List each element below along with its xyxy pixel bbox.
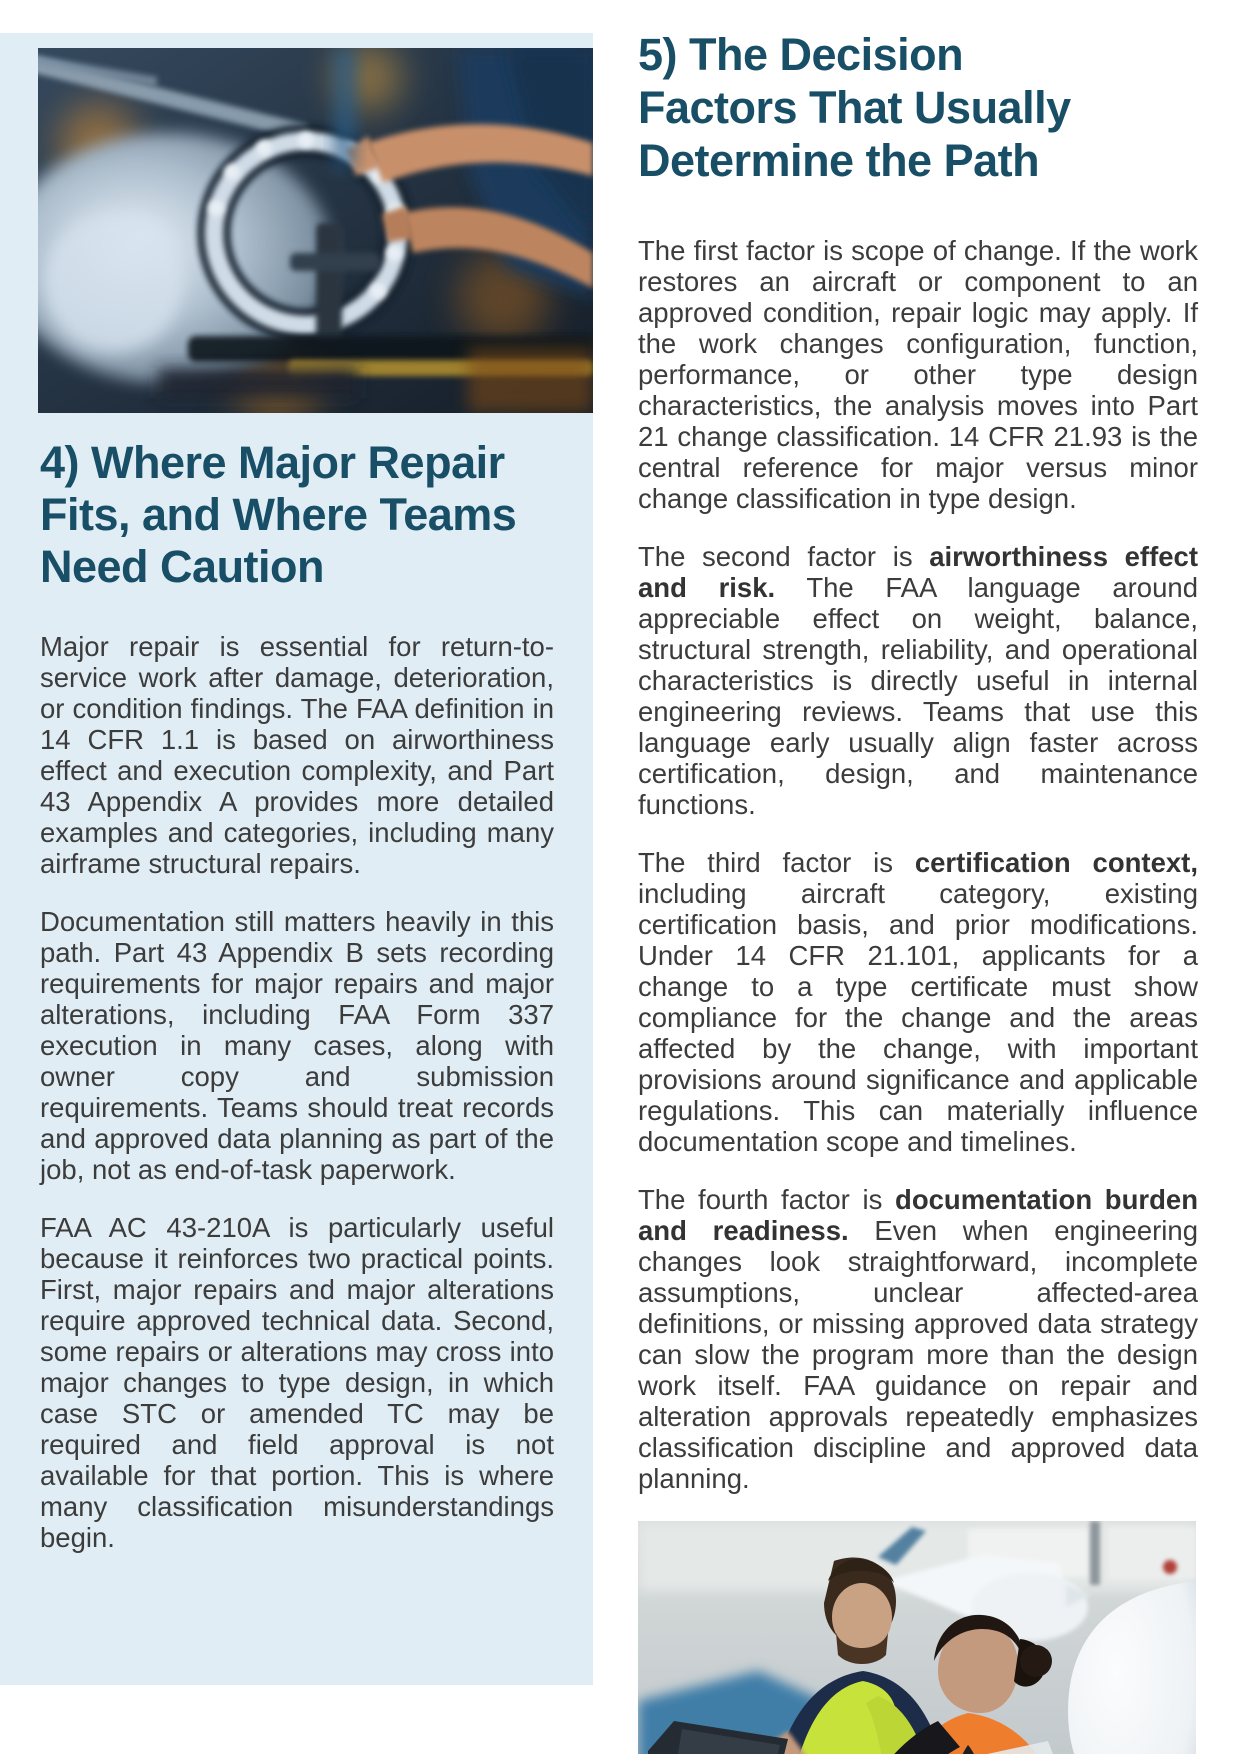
body-paragraph	[40, 1212, 554, 1553]
engine-maintenance-photo	[38, 48, 593, 413]
left-section-paragraphs	[40, 631, 554, 1553]
body-paragraph	[40, 631, 554, 879]
body-paragraph	[638, 235, 1198, 514]
heading-line: 5) The Decision	[638, 29, 964, 80]
text-run: The second factor is	[638, 541, 930, 572]
right-section-paragraphs	[638, 235, 1198, 1494]
left-highlight-panel	[0, 33, 593, 1685]
text-run: The FAA language around appreciable effect on weight, balance, structural strength, reliability, and operational characteristics is directly useful in internal engineering reviews. Teams that use this language early usually align faster across certification, design, and maintenance functions.	[638, 572, 1198, 820]
text-run: including aircraft category, existing certification basis, and prior modifications. Under 14 CFR 21.101, applicants for a change to a type certificate must show compliance for the change and the areas affected by the change, with important provisions around significance and applicable regulations. This can materially influence documentation scope and timelines.	[638, 878, 1198, 1157]
bold-text-run: airworthiness effect and risk.	[638, 541, 1198, 603]
body-paragraph	[40, 906, 554, 1185]
text-run: FAA AC 43-210A is particularly useful because it reinforces two practical points. First, major repairs and major alterations require approved technical data. Second, some repairs or alterations may cross into major changes to type design, in which case STC or amended TC may be required and field approval is not available for that portion. This is where many classification misunderstandings begin.	[40, 1212, 554, 1553]
heading-line: 4) Where Major Repair	[40, 437, 505, 488]
left-section-heading	[40, 437, 554, 593]
text-run: The third factor is	[638, 847, 915, 878]
body-paragraph	[638, 1184, 1198, 1494]
text-run: The fourth factor is	[638, 1184, 896, 1215]
heading-line: Factors That Usually	[638, 82, 1071, 133]
bold-text-run: certification context,	[914, 847, 1198, 878]
text-run: Even when engineering changes look straightforward, incomplete assumptions, unclear affected-area definitions, or missing approved data strategy can slow the program more than the design work itself. FAA guidance on repair and alteration approvals repeatedly emphasizes classification discipline and approved data planning.	[638, 1215, 1198, 1494]
left-article-section	[40, 437, 554, 1580]
hangar-team-laptop-photo-graphic	[638, 1521, 1196, 1754]
right-article-section	[638, 28, 1198, 1754]
heading-line: Need Caution	[40, 541, 325, 592]
body-paragraph	[638, 847, 1198, 1157]
bold-text-run: documentation burden and readiness.	[638, 1184, 1198, 1246]
body-paragraph	[638, 541, 1198, 820]
text-run: Documentation still matters heavily in this path. Part 43 Appendix B sets recording requirements for major repairs and major alterations, including FAA Form 337 execution in many cases, along with owner copy and submission requirements. Teams should treat records and approved data planning as part of the job, not as end-of-task paperwork.	[40, 906, 554, 1185]
text-run: Major repair is essential for return-to-service work after damage, deterioration, or condition findings. The FAA definition in 14 CFR 1.1 is based on airworthiness effect and execution complexity, and Part 43 Appendix A provides more detailed examples and categories, including many airframe structural repairs.	[40, 631, 554, 879]
right-section-heading	[638, 28, 1198, 187]
heading-line: Fits, and Where Teams	[40, 489, 517, 540]
hangar-team-laptop-photo	[638, 1521, 1196, 1754]
heading-line: Determine the Path	[638, 135, 1040, 186]
engine-maintenance-photo-graphic	[38, 48, 593, 413]
text-run: The first factor is scope of change. If the work restores an aircraft or component to an approved condition, repair logic may apply. If the work changes configuration, function, performance, or other type design characteristics, the analysis moves into Part 21 change classification. 14 CFR 21.93 is the central reference for major versus minor change classification in type design.	[638, 235, 1198, 514]
